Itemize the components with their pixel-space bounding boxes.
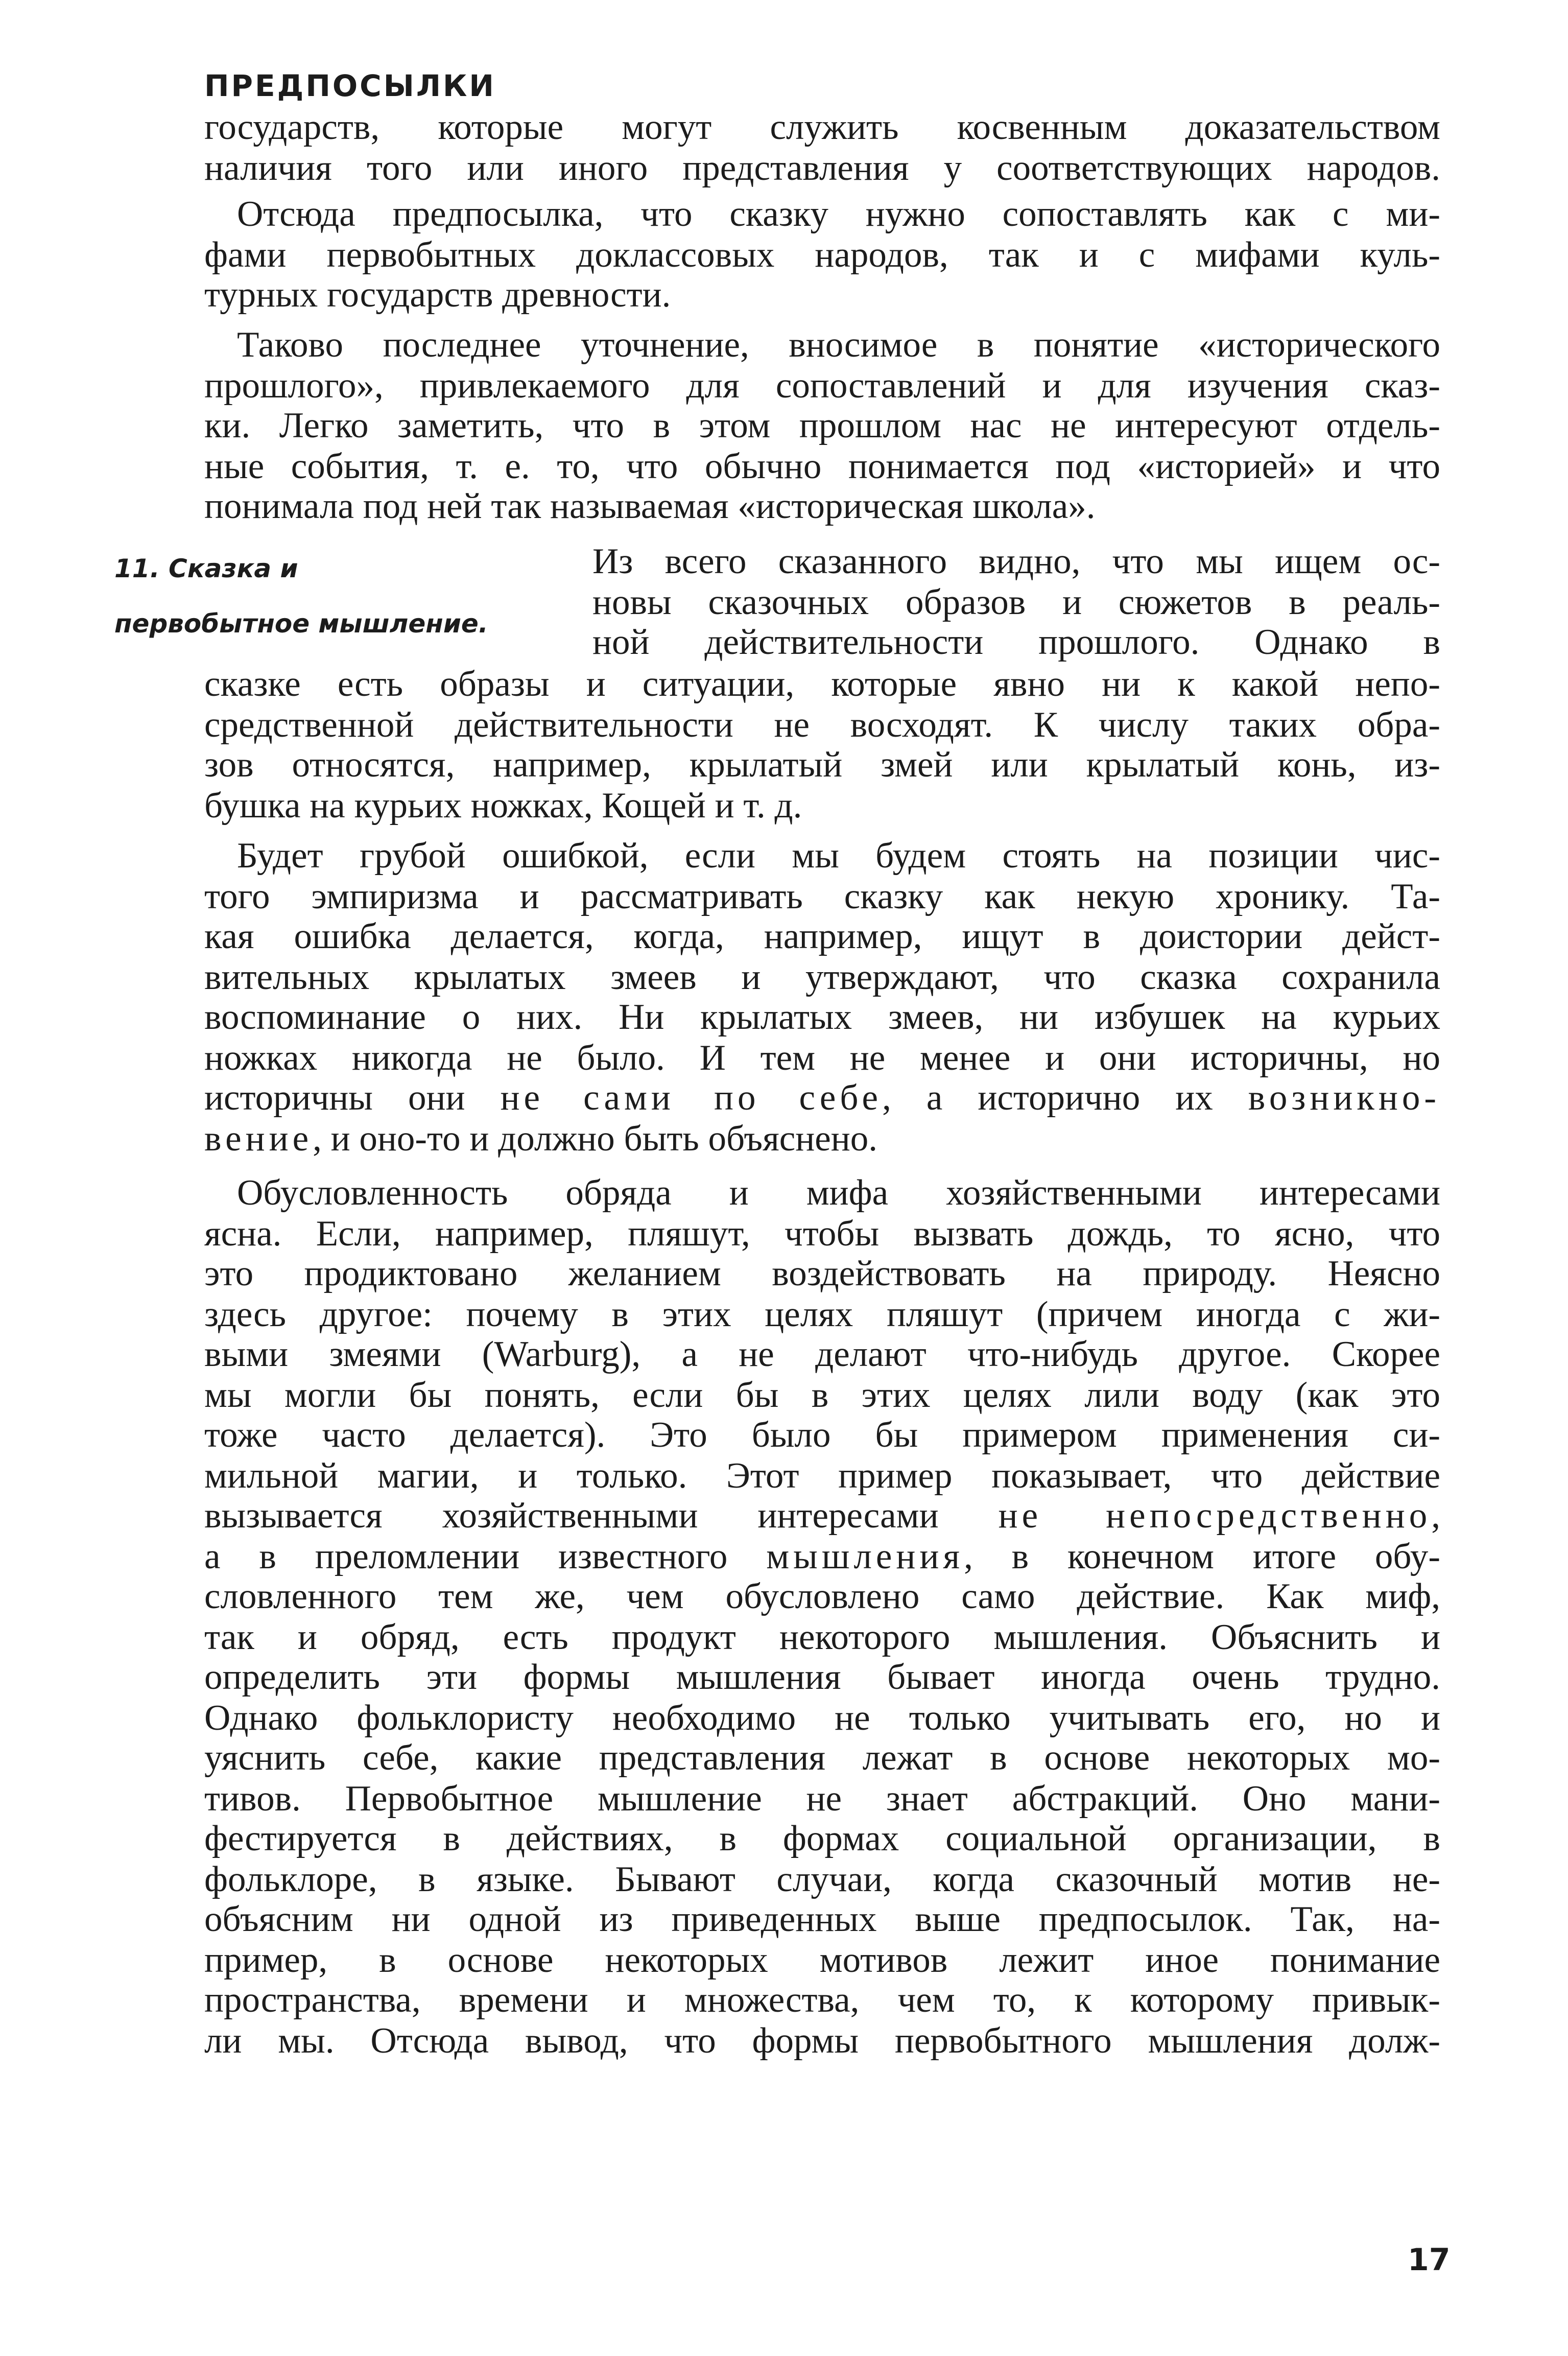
text-line-spaced (204, 1078, 1440, 1118)
text-line: фестируется в действиях, в формах социальной организации, в (204, 1818, 1440, 1858)
text-line: Однако фольклористу необходимо не только учитывать его, но и (204, 1697, 1440, 1737)
paragraph-1 (204, 107, 1440, 188)
text-line: выми змеями (Warburg), а не делают что-нибудь другое. Скорее (204, 1333, 1440, 1374)
text-line: Из всего сказанного видно, что мы ищем ос- (592, 540, 1440, 581)
text-line: новы сказочных образов и сюжетов в реаль- (592, 581, 1440, 622)
text-line: мильной магии, и только. Этот пример показывает, что действие (204, 1454, 1440, 1495)
text-line: сказке есть образы и ситуации, которые явно ни к какой непо- (204, 663, 1440, 704)
text-span: , в конечном итоге обу- (964, 1535, 1440, 1576)
section-number: 11. (114, 554, 160, 583)
text-line: ножках никогда не было. И тем не менее и они историчны, но (204, 1036, 1440, 1077)
text-span: а в преломлении известного (204, 1535, 767, 1576)
section-title-line-1: Сказка и (169, 554, 298, 583)
page-number: 17 (1408, 2243, 1451, 2278)
text-line: ясна. Если, например, пляшут, чтобы вызвать дождь, то ясно, что (204, 1212, 1440, 1253)
text-line: турных государств древности. (204, 274, 671, 315)
section-title-line-2: первобытное мышление. (114, 609, 488, 639)
text-line: средственной действительности не восходят. К числу таких обра- (204, 703, 1440, 744)
text-line: ные события, т. е. то, что обычно понимается под «историей» и что (204, 445, 1440, 486)
text-line: ной действительности прошлого. Однако в (592, 621, 1440, 662)
paragraph-6 (204, 1173, 1440, 2061)
emphasis-spaced: вение (204, 1117, 313, 1158)
text-line: Будет грубой ошибкой, если мы будем стоять на позиции чис- (237, 835, 1440, 876)
emphasis-spaced: не сами по себе (500, 1077, 883, 1118)
text-line: словленного тем же, чем обусловлено само действие. Как миф, (204, 1575, 1440, 1616)
text-line: ки. Легко заметить, что в этом прошлом нас не интересуют отдель- (204, 405, 1440, 445)
text-line: тоже часто делается). Это было бы примером применения си- (204, 1414, 1440, 1455)
paragraph-2 (204, 194, 1440, 315)
text-line: фами первобытных доклассовых народов, так и с мифами куль- (204, 233, 1440, 274)
text-line: вительных крылатых змеев и утверждают, что сказка сохранила (204, 956, 1440, 997)
text-line: пространства, времени и множества, чем то, к которому привык- (204, 1979, 1440, 2020)
emphasis-spaced: возникно- (1248, 1077, 1440, 1118)
text-line: фольклоре, в языке. Бывают случаи, когда сказочный мотив не- (204, 1858, 1440, 1899)
text-line: того эмпиризма и рассматривать сказку как некую хронику. Та- (204, 875, 1440, 916)
text-span: историчны они (204, 1077, 501, 1118)
text-line: понимала под ней так называемая «историческая школа». (204, 485, 1096, 526)
text-line: объясним ни одной из приведенных выше предпосылок. Так, на- (204, 1898, 1440, 1939)
text-line: государств, которые могут служить косвенным доказательством (204, 106, 1440, 147)
text-line: прошлого», привлекаемого для сопоставлений и для изучения сказ- (204, 364, 1440, 405)
text-line-spaced (204, 1536, 1440, 1576)
text-line: наличия того или иного представления у соответствующих народов. (204, 147, 1440, 187)
text-span: , (1431, 1495, 1440, 1536)
text-line: Отсюда предпосылка, что сказку нужно сопоставлять как с ми- (237, 193, 1440, 234)
text-line: мы могли бы понять, если бы в этих целях лили воду (как это (204, 1374, 1440, 1415)
text-line: здесь другое: почему в этих целях пляшут (причем иногда с жи- (204, 1293, 1440, 1334)
paragraph-3 (204, 325, 1440, 527)
text-line: Обусловленность обряда и мифа хозяйственными интересами (237, 1172, 1440, 1213)
emphasis-spaced: не непосредственно (998, 1495, 1432, 1536)
emphasis-spaced: мышления (766, 1535, 964, 1576)
section-heading (114, 554, 488, 640)
text-line: тивов. Первобытное мышление не знает абстракций. Оно мани- (204, 1777, 1440, 1818)
running-head: ПРЕДПОСЫЛКИ (204, 68, 496, 103)
text-line: Таково последнее уточнение, вносимое в понятие «исторического (237, 324, 1440, 365)
text-line: определить эти формы мышления бывает иногда очень трудно. (204, 1656, 1440, 1697)
paragraph-4 (204, 664, 1440, 826)
text-line: воспоминание о них. Ни крылатых змеев, ни избушек на курьих (204, 996, 1440, 1037)
text-line: уяснить себе, какие представления лежат в основе некоторых мо- (204, 1737, 1440, 1778)
text-line-spaced (204, 1118, 1440, 1159)
text-span: , а исторично их (882, 1077, 1248, 1118)
text-line: бушка на курьих ножках, Кощей и т. д. (204, 784, 802, 825)
text-line: кая ошибка делается, когда, например, ищут в доистории дейст- (204, 915, 1440, 956)
paragraph-5 (204, 836, 1440, 1159)
text-line: зов относятся, например, крылатый змей или крылатый конь, из- (204, 744, 1440, 785)
text-line: так и обряд, есть продукт некоторого мышления. Объяснить и (204, 1616, 1440, 1657)
text-span: вызывается хозяйственными интересами (204, 1495, 999, 1536)
text-span: , и оно-то и должно быть объяснено. (313, 1117, 878, 1158)
text-line-spaced (204, 1496, 1440, 1536)
text-line: это продиктовано желанием воздействовать на природу. Неясно (204, 1253, 1440, 1293)
text-line: ли мы. Отсюда вывод, что формы первобытного мышления долж- (204, 2019, 1440, 2060)
paragraph-4-beside-heading (592, 541, 1440, 663)
text-line: пример, в основе некоторых мотивов лежит иное понимание (204, 1939, 1440, 1980)
